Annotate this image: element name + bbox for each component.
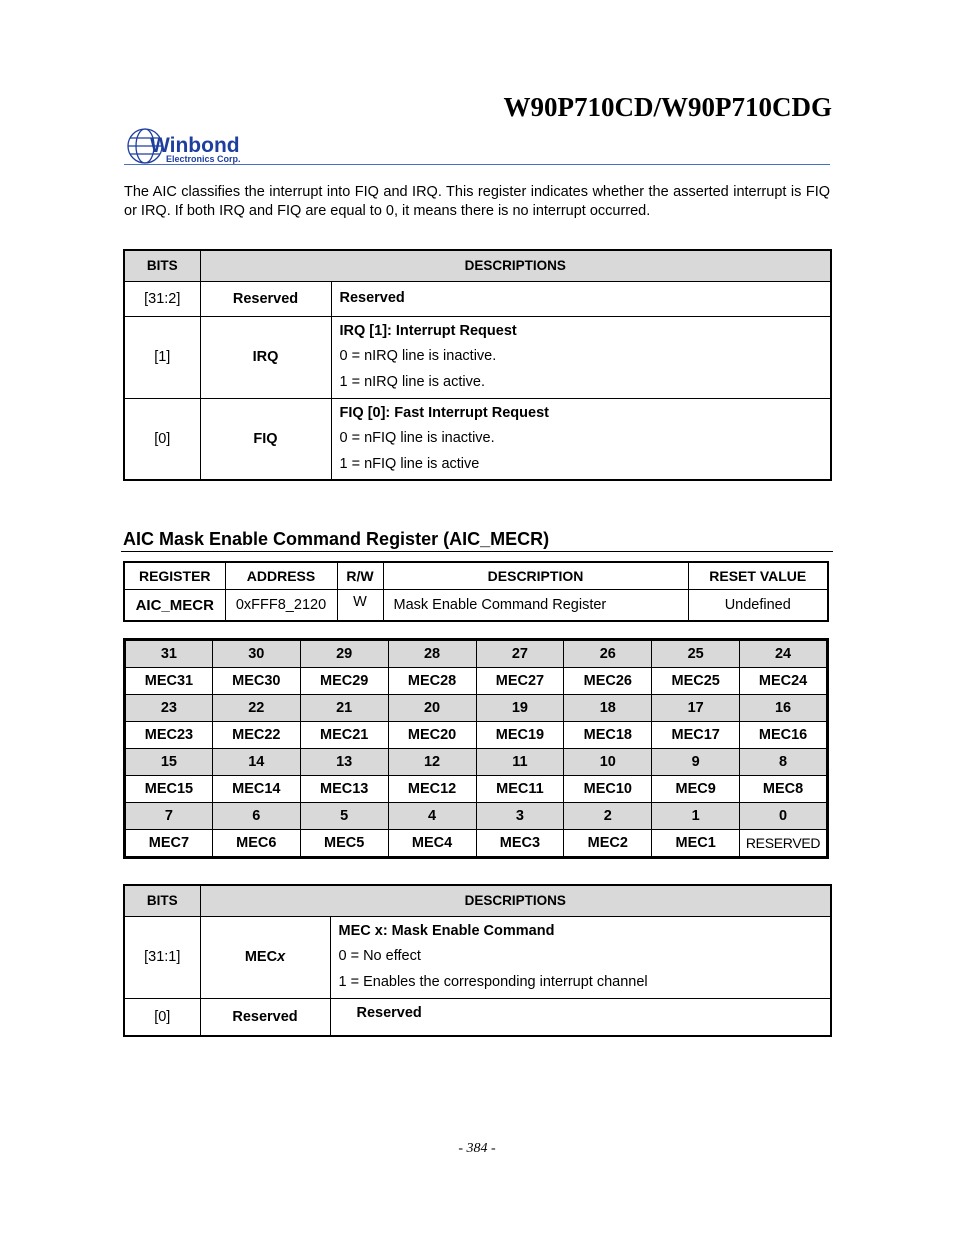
bit-number: 10 (564, 749, 652, 776)
bit-field: MEC22 (212, 722, 300, 749)
winbond-logo (126, 126, 256, 166)
register-description: Mask Enable Command Register (383, 590, 688, 622)
descriptions-header: DESCRIPTIONS (200, 250, 831, 281)
bit-number: 17 (652, 695, 740, 722)
bit-number: 11 (476, 749, 564, 776)
bit-field: MEC1 (652, 830, 740, 858)
bit-field: MEC13 (300, 776, 388, 803)
bit-map-table (123, 638, 829, 859)
bits-cell: [31:1] (124, 916, 200, 998)
field-name (200, 916, 330, 998)
bit-field: MEC14 (212, 776, 300, 803)
bit-field: MEC25 (652, 668, 740, 695)
bit-field: MEC10 (564, 776, 652, 803)
bit-number: 29 (300, 640, 388, 668)
bit-number: 27 (476, 640, 564, 668)
section-rule (121, 551, 833, 552)
field-name: FIQ (200, 398, 331, 480)
intro-paragraph: The AIC classifies the interrupt into FIQ and IRQ. This register indicates whether the asserted interrupt is FIQ or IRQ. If both IRQ and FIQ are equal to 0, it means there is no interrupt occurred. (124, 184, 830, 219)
bit-field: MEC3 (476, 830, 564, 858)
bit-field: MEC15 (125, 776, 213, 803)
bit-field: MEC12 (388, 776, 476, 803)
bit-field: MEC16 (740, 722, 828, 749)
bit-number: 23 (125, 695, 213, 722)
bit-number: 16 (740, 695, 828, 722)
field-value-line: 1 = Enables the corresponding interrupt channel (338, 973, 648, 990)
field-value-line: 1 = nFIQ line is active (339, 455, 480, 472)
logo-subtitle: Electronics Corp. (166, 154, 241, 164)
register-name: AIC_MECR (124, 590, 225, 622)
register-summary-table (123, 561, 829, 622)
bit-number: 19 (476, 695, 564, 722)
page-number: - 384 - (458, 1141, 496, 1156)
rw-header: R/W (337, 562, 383, 590)
reset-value-header: RESET VALUE (688, 562, 828, 590)
field-title: IRQ [1]: Interrupt Request (339, 322, 517, 339)
bit-field: MEC28 (388, 668, 476, 695)
bit-number: 7 (125, 803, 213, 830)
bits-cell: [0] (124, 998, 200, 1036)
bit-field: RESERVED (740, 830, 828, 858)
field-title: FIQ [0]: Fast Interrupt Request (339, 404, 549, 421)
bit-field: MEC19 (476, 722, 564, 749)
bit-number: 15 (125, 749, 213, 776)
bit-field: MEC20 (388, 722, 476, 749)
bit-field: MEC6 (212, 830, 300, 858)
bits-header: BITS (124, 885, 200, 916)
field-value-line: 0 = nFIQ line is inactive. (339, 430, 495, 446)
section-heading: AIC Mask Enable Command Register (AIC_MECR) (123, 529, 550, 549)
field-value-line: 1 = nIRQ line is active. (339, 373, 485, 390)
bit-field: MEC18 (564, 722, 652, 749)
bit-number: 5 (300, 803, 388, 830)
bit-field: MEC8 (740, 776, 828, 803)
bit-number: 18 (564, 695, 652, 722)
bit-field: MEC5 (300, 830, 388, 858)
descriptions-header: DESCRIPTIONS (200, 885, 831, 916)
bits-cell: [0] (124, 398, 200, 480)
field-value-line: 0 = nIRQ line is inactive. (339, 348, 497, 365)
field-name-suffix: x (277, 949, 286, 965)
bit-number: 21 (300, 695, 388, 722)
bit-field: MEC24 (740, 668, 828, 695)
bit-number: 25 (652, 640, 740, 668)
bit-number: 6 (212, 803, 300, 830)
register-reset-value: Undefined (688, 590, 828, 622)
bit-field: MEC23 (125, 722, 213, 749)
address-header: ADDRESS (225, 562, 337, 590)
description-header: DESCRIPTION (383, 562, 688, 590)
bit-field: MEC2 (564, 830, 652, 858)
bit-field: MEC31 (125, 668, 213, 695)
field-name: Reserved (200, 281, 331, 316)
field-title: MEC x: Mask Enable Command (338, 922, 555, 939)
logo-wordmark: Winbond (150, 134, 240, 157)
field-name: IRQ (200, 316, 331, 398)
bit-field: MEC21 (300, 722, 388, 749)
irq-fiq-bits-table (123, 249, 832, 481)
bit-field: MEC30 (212, 668, 300, 695)
bits-cell: [31:2] (124, 281, 200, 316)
bit-field: MEC11 (476, 776, 564, 803)
bit-field: MEC27 (476, 668, 564, 695)
bit-field: MEC7 (125, 830, 213, 858)
bit-number: 12 (388, 749, 476, 776)
field-value-line: 0 = No effect (338, 948, 421, 965)
bit-field: MEC4 (388, 830, 476, 858)
register-header: REGISTER (124, 562, 225, 590)
bit-number: 22 (212, 695, 300, 722)
document-title: W90P710CD/W90P710CDG (503, 92, 832, 122)
bit-number: 26 (564, 640, 652, 668)
bits-header: BITS (124, 250, 200, 281)
bit-number: 8 (740, 749, 828, 776)
field-title: Reserved (356, 1004, 422, 1021)
bit-number: 2 (564, 803, 652, 830)
bit-number: 0 (740, 803, 828, 830)
bit-number: 3 (476, 803, 564, 830)
register-address: 0xFFF8_2120 (225, 590, 337, 622)
bit-number: 20 (388, 695, 476, 722)
field-name-prefix: MEC (244, 949, 278, 965)
bit-number: 4 (388, 803, 476, 830)
bit-field: MEC26 (564, 668, 652, 695)
bit-number: 9 (652, 749, 740, 776)
field-title: Reserved (339, 289, 405, 306)
bit-number: 28 (388, 640, 476, 668)
bit-field: MEC9 (652, 776, 740, 803)
bit-field: MEC29 (300, 668, 388, 695)
bit-field: MEC17 (652, 722, 740, 749)
register-rw: W (337, 590, 383, 622)
bit-number: 1 (652, 803, 740, 830)
bit-number: 13 (300, 749, 388, 776)
bit-number: 30 (212, 640, 300, 668)
bit-number: 24 (740, 640, 828, 668)
header-rule (124, 164, 830, 165)
mecr-bits-table (123, 884, 832, 1037)
field-name: Reserved (200, 998, 330, 1036)
bit-number: 31 (125, 640, 213, 668)
bits-cell: [1] (124, 316, 200, 398)
bit-number: 14 (212, 749, 300, 776)
